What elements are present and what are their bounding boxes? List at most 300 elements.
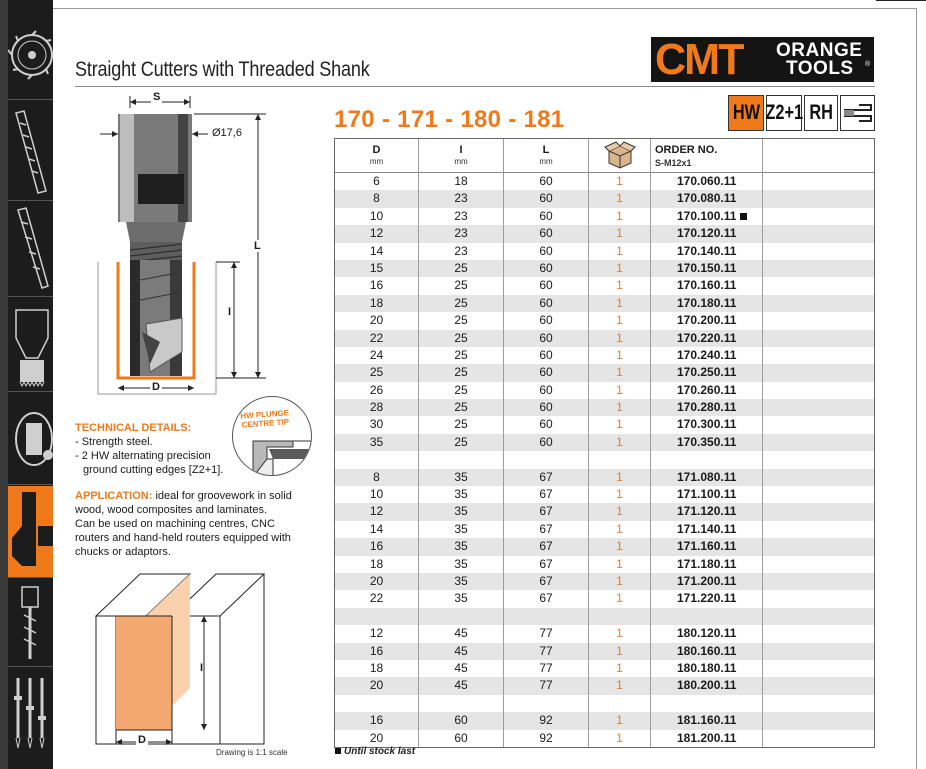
header-l: L mm (504, 139, 589, 172)
cell-i: 35 (419, 469, 504, 486)
cell-i: 25 (419, 382, 504, 399)
cell-d: 16 (335, 643, 419, 660)
cell-order: 170.240.11 (651, 347, 763, 364)
cell-order: 170.150.11 (651, 260, 763, 277)
product-table (334, 138, 875, 748)
application-line: chucks or adaptors. (75, 546, 171, 558)
cell-blank (763, 486, 874, 503)
cell-l: 60 (504, 208, 589, 225)
cell-pack: 1 (589, 416, 651, 433)
cell-order: 170.200.11 (651, 312, 763, 329)
boring-bits-icon (8, 668, 53, 769)
table-row[interactable] (335, 538, 874, 555)
header-order: ORDER NO. S-M12x1 (651, 139, 763, 172)
table-row[interactable] (335, 503, 874, 520)
jigsaw-blade-icon (8, 101, 53, 201)
cell-pack: 1 (589, 590, 651, 607)
cell-order: 170.220.11 (651, 330, 763, 347)
cell-l: 67 (504, 590, 589, 607)
application-line: routers and hand-held routers equipped with (75, 532, 291, 544)
cell-pack: 1 (589, 330, 651, 347)
table-cell (763, 695, 874, 712)
table-row[interactable] (335, 295, 874, 312)
cell-d: 22 (335, 330, 419, 347)
cell-blank (763, 277, 874, 294)
footnote (335, 746, 415, 757)
title-rule (75, 86, 875, 87)
cell-blank (763, 538, 874, 555)
table-row[interactable] (335, 712, 874, 729)
cell-d: 16 (335, 712, 419, 729)
cell-order: 171.140.11 (651, 521, 763, 538)
cell-l: 77 (504, 660, 589, 677)
table-row[interactable] (335, 312, 874, 329)
cell-order: 180.180.11 (651, 660, 763, 677)
cell-i: 45 (419, 625, 504, 642)
table-cell (419, 608, 504, 625)
cell-i: 45 (419, 643, 504, 660)
cell-pack: 1 (589, 260, 651, 277)
cell-pack: 1 (589, 190, 651, 207)
cmt-logo (651, 37, 874, 82)
cell-l: 60 (504, 173, 589, 190)
scale-note: Drawing is 1:1 scale (216, 748, 288, 757)
cell-pack: 1 (589, 573, 651, 590)
cell-l: 92 (504, 730, 589, 747)
cell-order: 170.100.11 (651, 208, 763, 225)
table-row[interactable] (335, 660, 874, 677)
cell-order: 170.250.11 (651, 364, 763, 381)
cell-i: 23 (419, 225, 504, 242)
cell-l: 60 (504, 416, 589, 433)
cell-blank (763, 295, 874, 312)
cell-d: 20 (335, 677, 419, 694)
cell-l: 60 (504, 330, 589, 347)
cell-d: 12 (335, 625, 419, 642)
router-bit-icon (8, 486, 53, 578)
stock-marker-icon (335, 748, 341, 754)
table-row[interactable] (335, 243, 874, 260)
cell-blank (763, 225, 874, 242)
table-row[interactable] (335, 590, 874, 607)
table-row[interactable] (335, 173, 874, 190)
d-dimension-label: D (152, 381, 160, 393)
rotation-badge-label: RH (809, 101, 833, 124)
cell-i: 23 (419, 243, 504, 260)
shank-profile-icon (841, 96, 874, 130)
package-box-icon (603, 141, 637, 169)
groove-drawing (92, 566, 272, 752)
cell-l: 60 (504, 295, 589, 312)
drill-bit-icon (8, 579, 53, 667)
category-drill-bits[interactable] (8, 579, 53, 667)
table-cell (504, 451, 589, 468)
table-cell (589, 608, 651, 625)
cell-l: 60 (504, 399, 589, 416)
cell-pack: 1 (589, 347, 651, 364)
l-dimension-label: L (254, 240, 261, 252)
cell-i: 35 (419, 573, 504, 590)
cell-blank (763, 730, 874, 747)
application-line: Can be used on machining centres, CNC (75, 518, 275, 530)
cell-pack: 1 (589, 243, 651, 260)
cell-blank (763, 347, 874, 364)
cell-pack: 1 (589, 469, 651, 486)
shank-profile-badge (840, 95, 875, 131)
cell-order: 170.060.11 (651, 173, 763, 190)
cell-l: 67 (504, 469, 589, 486)
cell-i: 45 (419, 677, 504, 694)
cell-l: 60 (504, 382, 589, 399)
cell-l: 60 (504, 364, 589, 381)
logo-orange-text: ORANGE (776, 40, 863, 61)
teeth-badge-label: Z2+1 (765, 101, 803, 124)
cell-i: 25 (419, 295, 504, 312)
table-row[interactable] (335, 416, 874, 433)
cell-blank (763, 556, 874, 573)
cell-i: 35 (419, 486, 504, 503)
cell-d: 16 (335, 538, 419, 555)
cell-order: 170.140.11 (651, 243, 763, 260)
application-line: wood, wood composites and laminates. (75, 504, 267, 516)
hw-badge (728, 95, 764, 131)
cell-i: 25 (419, 330, 504, 347)
footnote-text: Until stock last (344, 746, 416, 757)
cell-pack: 1 (589, 225, 651, 242)
cell-pack: 1 (589, 434, 651, 451)
cell-pack: 1 (589, 486, 651, 503)
cell-order: 180.120.11 (651, 625, 763, 642)
i-dimension-label: I (228, 306, 232, 318)
cell-i: 25 (419, 277, 504, 294)
cell-l: 77 (504, 677, 589, 694)
table-cell (763, 608, 874, 625)
table-cell (651, 451, 763, 468)
cell-order: 170.160.11 (651, 277, 763, 294)
cell-i: 60 (419, 730, 504, 747)
cell-order: 171.100.11 (651, 486, 763, 503)
top-rule (876, 0, 926, 1)
table-row[interactable] (335, 382, 874, 399)
cell-order: 180.200.11 (651, 677, 763, 694)
cell-d: 8 (335, 190, 419, 207)
cell-order: 171.160.11 (651, 538, 763, 555)
table-row[interactable] (335, 225, 874, 242)
cell-order: 171.200.11 (651, 573, 763, 590)
cell-order: 170.280.11 (651, 399, 763, 416)
cell-order: 171.180.11 (651, 556, 763, 573)
cell-i: 25 (419, 347, 504, 364)
table-spacer-row (335, 451, 874, 468)
table-row[interactable] (335, 469, 874, 486)
table-row[interactable] (335, 190, 874, 207)
cell-d: 12 (335, 503, 419, 520)
category-jigsaw-blades[interactable] (8, 101, 53, 201)
cell-i: 45 (419, 660, 504, 677)
cell-d: 18 (335, 556, 419, 573)
technical-title: TECHNICAL DETAILS: (75, 422, 192, 434)
cell-d: 30 (335, 416, 419, 433)
cell-d: 18 (335, 295, 419, 312)
cell-pack: 1 (589, 382, 651, 399)
cell-blank (763, 190, 874, 207)
cell-d: 16 (335, 277, 419, 294)
cell-blank (763, 364, 874, 381)
cell-i: 23 (419, 190, 504, 207)
plunge-tip-label: HW PLUNGE CENTRE TIP (239, 408, 290, 430)
groove-d-label: D (138, 734, 146, 746)
cell-blank (763, 643, 874, 660)
cell-pack: 1 (589, 677, 651, 694)
table-cell (651, 608, 763, 625)
cell-d: 24 (335, 347, 419, 364)
cell-l: 77 (504, 643, 589, 660)
strip-gutter (0, 0, 8, 769)
logo-cmt-text: CMT (655, 35, 743, 84)
cell-d: 20 (335, 312, 419, 329)
cell-pack: 1 (589, 521, 651, 538)
cell-d: 20 (335, 573, 419, 590)
category-saw-blades[interactable] (8, 0, 53, 100)
cell-l: 60 (504, 225, 589, 242)
cell-pack: 1 (589, 295, 651, 312)
technical-line: - 2 HW alternating precision (75, 450, 211, 462)
cell-order: 181.200.11 (651, 730, 763, 747)
table-row[interactable] (335, 556, 874, 573)
cell-order: 170.260.11 (651, 382, 763, 399)
page-title: Straight Cutters with Threaded Shank (75, 58, 370, 81)
category-oscillating-tools[interactable] (8, 298, 53, 392)
table-cell (335, 695, 419, 712)
cell-l: 67 (504, 538, 589, 555)
cell-order: 170.080.11 (651, 190, 763, 207)
table-spacer-row (335, 695, 874, 712)
cell-blank (763, 173, 874, 190)
reciprocating-blade-icon (8, 202, 53, 297)
cell-pack: 1 (589, 312, 651, 329)
cell-blank (763, 260, 874, 277)
groove-i-label: I (200, 662, 204, 674)
cell-order: 170.180.11 (651, 295, 763, 312)
cell-l: 60 (504, 260, 589, 277)
cell-blank (763, 625, 874, 642)
table-row[interactable] (335, 434, 874, 451)
table-row[interactable] (335, 347, 874, 364)
cell-pack: 1 (589, 173, 651, 190)
cell-d: 6 (335, 173, 419, 190)
logo-registered-mark: ® (865, 61, 871, 68)
table-row[interactable] (335, 677, 874, 694)
cell-i: 23 (419, 208, 504, 225)
table-cell (335, 608, 419, 625)
cell-l: 67 (504, 503, 589, 520)
technical-details (75, 421, 325, 477)
cell-pack: 1 (589, 503, 651, 520)
cell-pack: 1 (589, 538, 651, 555)
cell-d: 25 (335, 364, 419, 381)
cell-l: 67 (504, 556, 589, 573)
cell-i: 35 (419, 556, 504, 573)
table-cell (504, 695, 589, 712)
cutter-drawing (90, 92, 280, 402)
header-i: I mm (419, 139, 504, 172)
cell-l: 77 (504, 625, 589, 642)
cell-order: 170.350.11 (651, 434, 763, 451)
cell-d: 26 (335, 382, 419, 399)
cell-blank (763, 312, 874, 329)
cell-pack: 1 (589, 556, 651, 573)
category-reciprocating-blades[interactable] (8, 202, 53, 297)
cell-l: 60 (504, 312, 589, 329)
table-row[interactable] (335, 208, 874, 225)
cell-d: 22 (335, 590, 419, 607)
cell-i: 25 (419, 399, 504, 416)
cell-pack: 1 (589, 364, 651, 381)
cell-blank (763, 521, 874, 538)
category-strip (0, 0, 53, 769)
header-d: D mm (335, 139, 419, 172)
cell-i: 60 (419, 712, 504, 729)
series-heading: 170 - 171 - 180 - 181 (334, 106, 565, 133)
cell-l: 60 (504, 190, 589, 207)
cell-blank (763, 469, 874, 486)
cell-order: 181.160.11 (651, 712, 763, 729)
cell-blank (763, 399, 874, 416)
hw-badge-label: HW (732, 101, 760, 124)
table-row[interactable] (335, 730, 874, 747)
cell-l: 67 (504, 573, 589, 590)
cell-blank (763, 712, 874, 729)
cell-blank (763, 434, 874, 451)
cell-order: 170.120.11 (651, 225, 763, 242)
cell-i: 25 (419, 434, 504, 451)
category-boring-bits[interactable] (8, 668, 53, 769)
cell-pack: 1 (589, 277, 651, 294)
table-cell (589, 451, 651, 468)
cell-order: 170.300.11 (651, 416, 763, 433)
rotation-badge (804, 95, 838, 131)
table-row[interactable] (335, 260, 874, 277)
table-body (335, 173, 874, 747)
cell-blank (763, 243, 874, 260)
cell-pack: 1 (589, 712, 651, 729)
cell-i: 35 (419, 503, 504, 520)
header-blank (763, 139, 874, 172)
table-row[interactable] (335, 521, 874, 538)
cell-d: 20 (335, 730, 419, 747)
cell-blank (763, 590, 874, 607)
cutter-head-icon (8, 393, 53, 485)
cell-l: 60 (504, 434, 589, 451)
teeth-badge (766, 95, 802, 131)
cell-order: 171.080.11 (651, 469, 763, 486)
stock-marker-icon (740, 213, 747, 220)
cell-blank (763, 382, 874, 399)
table-header (335, 139, 874, 173)
cell-d: 14 (335, 521, 419, 538)
table-row[interactable] (335, 625, 874, 642)
cell-pack: 1 (589, 660, 651, 677)
cell-l: 60 (504, 277, 589, 294)
table-row[interactable] (335, 399, 874, 416)
cell-i: 35 (419, 590, 504, 607)
table-cell (651, 695, 763, 712)
cell-d: 10 (335, 208, 419, 225)
cell-blank (763, 330, 874, 347)
technical-line: - Strength steel. (75, 436, 153, 448)
category-router-bits[interactable] (8, 486, 53, 578)
cell-blank (763, 573, 874, 590)
table-cell (419, 695, 504, 712)
cell-pack: 1 (589, 208, 651, 225)
cell-blank (763, 677, 874, 694)
cell-i: 25 (419, 260, 504, 277)
cell-blank (763, 660, 874, 677)
table-row[interactable] (335, 277, 874, 294)
table-row[interactable] (335, 364, 874, 381)
saw-blade-icon (8, 0, 53, 100)
table-cell (419, 451, 504, 468)
cell-l: 67 (504, 521, 589, 538)
cell-blank (763, 416, 874, 433)
cell-order: 171.120.11 (651, 503, 763, 520)
technical-line: ground cutting edges [Z2+1]. (83, 464, 224, 476)
application-details (75, 489, 325, 559)
cell-d: 18 (335, 660, 419, 677)
cell-l: 67 (504, 486, 589, 503)
cell-d: 28 (335, 399, 419, 416)
cell-i: 25 (419, 416, 504, 433)
table-cell (763, 451, 874, 468)
cell-blank (763, 208, 874, 225)
table-row[interactable] (335, 486, 874, 503)
table-cell (335, 451, 419, 468)
cell-order: 171.220.11 (651, 590, 763, 607)
cell-d: 12 (335, 225, 419, 242)
table-row[interactable] (335, 573, 874, 590)
logo-tools-text: TOOLS (786, 58, 854, 79)
header-pack (589, 139, 651, 172)
cell-i: 25 (419, 364, 504, 381)
cell-d: 10 (335, 486, 419, 503)
table-spacer-row (335, 608, 874, 625)
cell-i: 25 (419, 312, 504, 329)
table-cell (589, 695, 651, 712)
application-line: ideal for groovework in solid (152, 490, 292, 502)
diameter-label: Ø17,6 (212, 127, 242, 139)
cell-pack: 1 (589, 399, 651, 416)
category-tooling-heads[interactable] (8, 393, 53, 485)
cell-blank (763, 503, 874, 520)
cell-d: 15 (335, 260, 419, 277)
cell-l: 60 (504, 243, 589, 260)
cell-i: 35 (419, 538, 504, 555)
cell-l: 92 (504, 712, 589, 729)
oscillating-blade-icon (8, 298, 53, 392)
application-title: APPLICATION: (75, 490, 153, 502)
cell-pack: 1 (589, 625, 651, 642)
cell-i: 18 (419, 173, 504, 190)
cell-l: 60 (504, 347, 589, 364)
table-row[interactable] (335, 643, 874, 660)
cell-d: 8 (335, 469, 419, 486)
table-cell (504, 608, 589, 625)
table-row[interactable] (335, 330, 874, 347)
cell-pack: 1 (589, 730, 651, 747)
cell-i: 35 (419, 521, 504, 538)
cell-pack: 1 (589, 643, 651, 660)
s-dimension-label: S (153, 91, 161, 103)
